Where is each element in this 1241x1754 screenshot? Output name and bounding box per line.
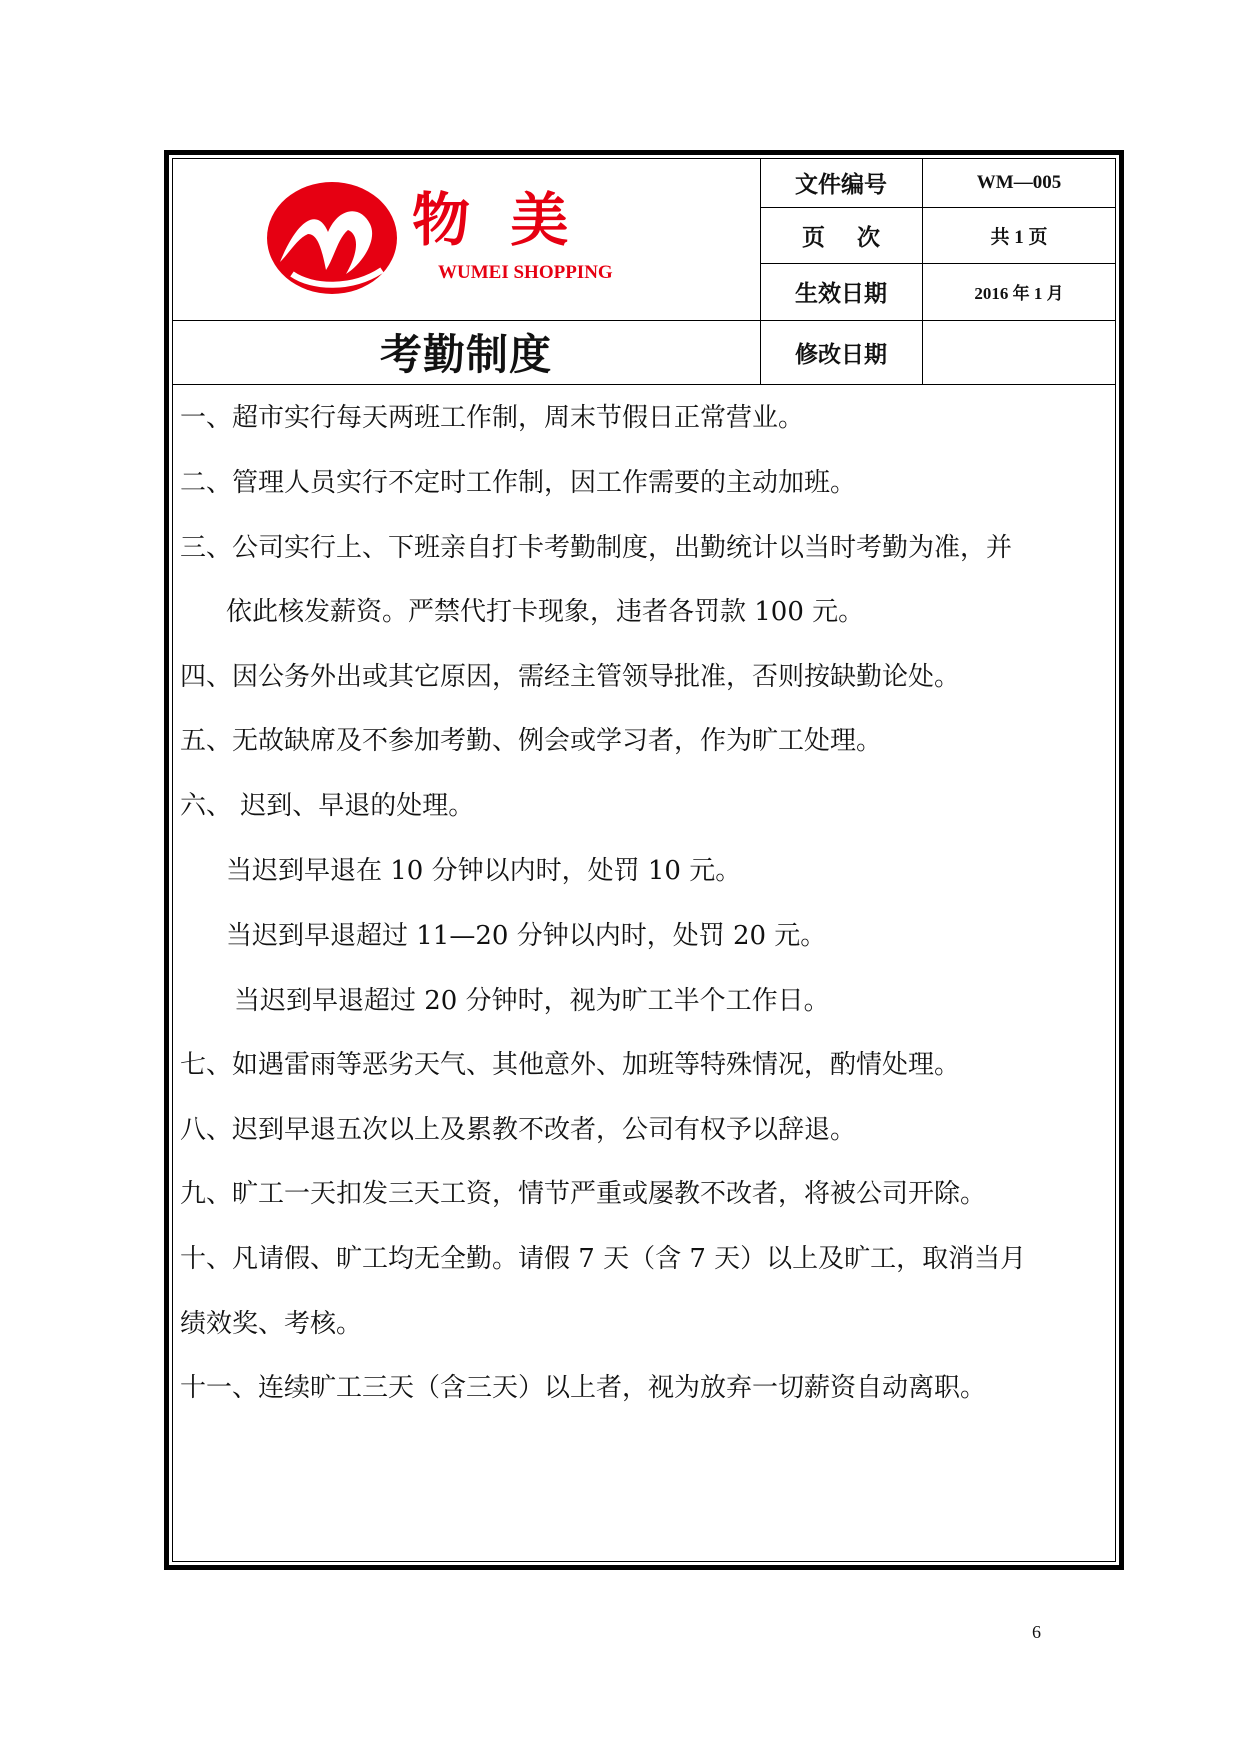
rule-item-1: 一、超市实行每天两班工作制，周末节假日正常营业。: [180, 403, 805, 433]
logo-brand-en: WUMEI SHOPPING: [438, 262, 613, 283]
logo-brand-cn: 物 美: [412, 186, 569, 254]
wumei-logo-mark: [262, 178, 662, 302]
rule-item-8: 八、迟到早退五次以上及累教不改者，公司有权予以辞退。: [180, 1115, 857, 1145]
rule-item-3-continued: 依此核发薪资。严禁代打卡现象，违者各罚款 100 元。: [226, 597, 865, 627]
field-value-effective-date: 2016 年 1 月: [974, 284, 1064, 303]
field-value-doc-number: WM—005: [976, 171, 1062, 193]
field-label-page-count: 页 次: [801, 224, 881, 251]
field-value-revision-date: [922, 320, 1116, 384]
rule-item-5: 五、无故缺席及不参加考勤、例会或学习者，作为旷工处理。: [180, 726, 883, 756]
rule-item-6-sub-3: 当迟到早退超过 20 分钟时，视为旷工半个工作日。: [234, 986, 830, 1016]
rule-item-11: 十一、连续旷工三天（含三天）以上者，视为放弃一切薪资自动离职。: [180, 1373, 987, 1403]
rule-item-6-sub-2: 当迟到早退超过 11—20 分钟以内时，处罚 20 元。: [226, 921, 827, 951]
field-value-page-count: 共 1 页: [990, 226, 1048, 248]
rule-item-4: 四、因公务外出或其它原因，需经主管领导批准，否则按缺勤论处。: [180, 662, 961, 692]
rule-item-6: 六、 迟到、早退的处理。: [180, 791, 475, 821]
field-label-doc-number: 文件编号: [795, 172, 887, 198]
rule-item-2: 二、管理人员实行不定时工作制，因工作需要的主动加班。: [180, 468, 857, 498]
field-label-revision-date: 修改日期: [795, 341, 887, 368]
rule-item-9: 九、旷工一天扣发三天工资，情节严重或屡教不改者，将被公司开除。: [180, 1179, 987, 1209]
page-number: 6: [1032, 1622, 1041, 1642]
rule-item-7: 七、如遇雷雨等恶劣天气、其他意外、加班等特殊情况，酌情处理。: [180, 1050, 961, 1080]
field-label-effective-date: 生效日期: [795, 281, 887, 307]
rule-item-10-continued: 绩效奖、考核。: [180, 1309, 363, 1339]
company-logo: [262, 178, 662, 302]
header-bottom-line: [172, 384, 1116, 385]
rule-item-3: 三、公司实行上、下班亲自打卡考勤制度，出勤统计以当时考勤为准，并: [180, 533, 1013, 563]
rule-item-10: 十、凡请假、旷工均无全勤。请假 7 天（含 7 天）以上及旷工，取消当月: [180, 1244, 1027, 1274]
rule-item-6-sub-1: 当迟到早退在 10 分钟以内时，处罚 10 元。: [226, 856, 742, 886]
document-title: 考勤制度: [379, 330, 552, 379]
